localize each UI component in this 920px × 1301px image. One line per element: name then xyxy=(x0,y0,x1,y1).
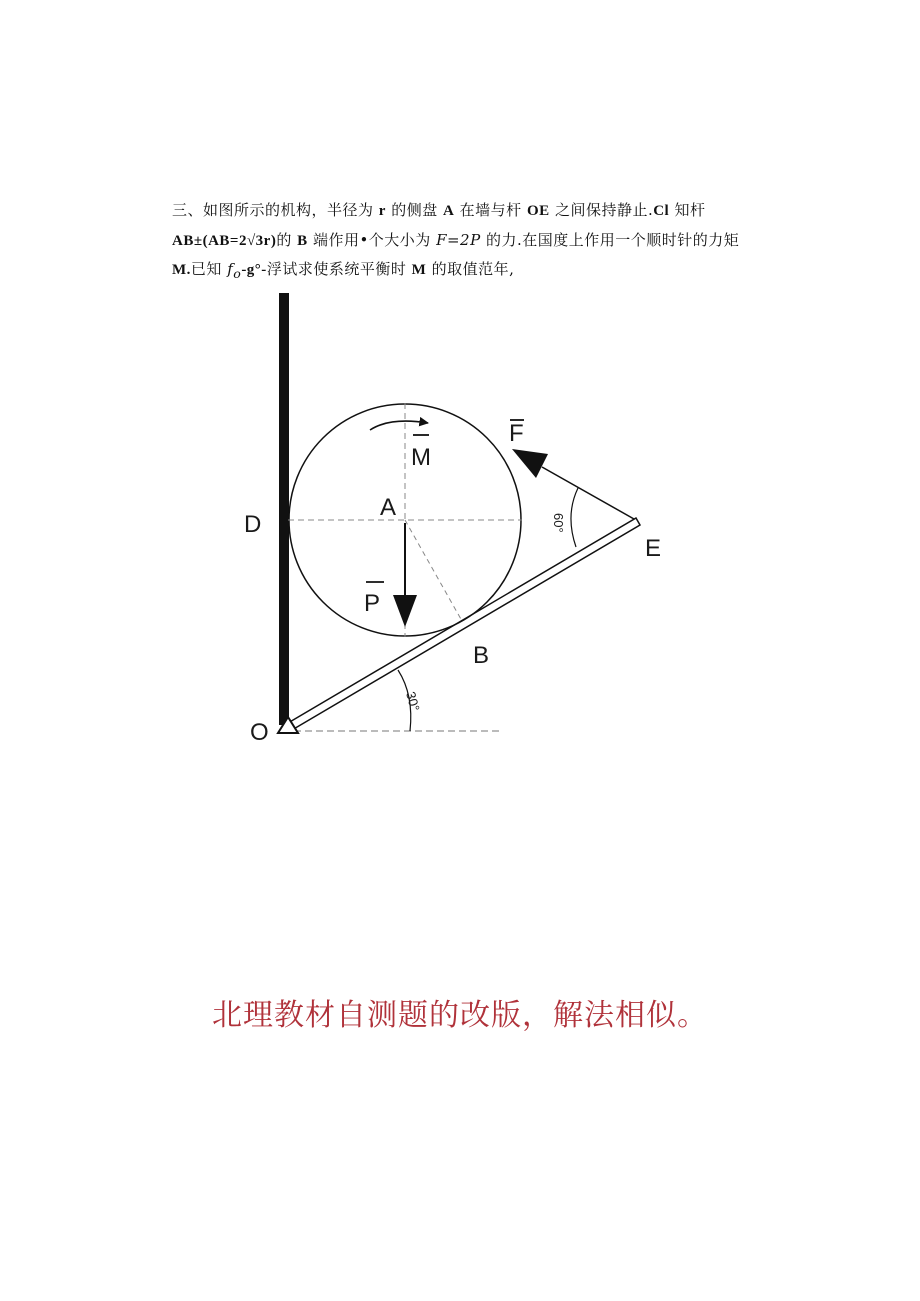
problem-line-2 xyxy=(172,226,772,256)
label-D: D xyxy=(244,511,262,538)
label-F: F xyxy=(509,420,524,447)
symbol-g: -g°- xyxy=(241,262,267,278)
label-E: E xyxy=(645,535,662,562)
label-angle-60: 60° xyxy=(551,513,566,533)
symbol-M: M xyxy=(411,262,427,278)
text-fragment: 的取值范年, xyxy=(431,260,515,278)
mechanism-diagram xyxy=(230,285,680,755)
angle-60-arc xyxy=(571,488,578,547)
text-fragment: 已知 xyxy=(190,260,222,278)
symbol-Cl: Cl xyxy=(653,203,670,219)
red-note: 北理教材自测题的改版，解法相似。 xyxy=(212,998,708,1033)
label-M: M xyxy=(411,444,431,471)
text-fragment: 的力.在国度上作用一个顺时针的力矩 xyxy=(485,230,740,249)
text-fragment: 之间保持静止. xyxy=(554,201,654,219)
symbol-r: r xyxy=(378,203,386,219)
text-fragment: 的 xyxy=(276,230,292,249)
symbol-OE: OE xyxy=(526,203,550,219)
problem-line-1 xyxy=(172,196,772,226)
force-F-arrowhead xyxy=(512,449,548,478)
text-fragment: 在墙与杆 xyxy=(459,201,522,219)
force-F-shaft xyxy=(542,467,634,519)
wall xyxy=(279,293,289,725)
label-A: A xyxy=(380,494,397,521)
moment-M-arrow xyxy=(370,421,428,430)
text-fragment: 知杆 xyxy=(674,201,706,219)
text-fragment: 浮试求使系统平衡时 xyxy=(266,260,407,278)
label-angle-30: 30° xyxy=(403,689,423,713)
symbol-f: f xyxy=(227,260,234,278)
symbol-M: M. xyxy=(172,262,191,278)
label-B: B xyxy=(473,642,490,669)
force-P-arrowhead xyxy=(393,595,417,627)
text-fragment: 的侧盘 xyxy=(391,201,438,219)
rod-OE xyxy=(288,518,640,730)
problem-statement xyxy=(172,196,772,289)
label-P: P xyxy=(364,590,381,617)
symbol-AB: AB±(AB=2√3r) xyxy=(172,232,277,249)
symbol-F-equals-2P: F=2P xyxy=(436,230,481,249)
symbol-A: A xyxy=(443,203,455,219)
mechanism-figure xyxy=(230,285,680,755)
label-O: O xyxy=(250,719,269,746)
symbol-B: B xyxy=(297,232,308,249)
symbol-f-subscript: o xyxy=(233,266,242,281)
text-fragment: 端作用•个大小为 xyxy=(312,230,431,249)
problem-line-3 xyxy=(172,255,772,289)
text-fragment: 三、如图所示的机构，半径为 xyxy=(172,201,374,219)
radius-to-B xyxy=(405,520,462,621)
